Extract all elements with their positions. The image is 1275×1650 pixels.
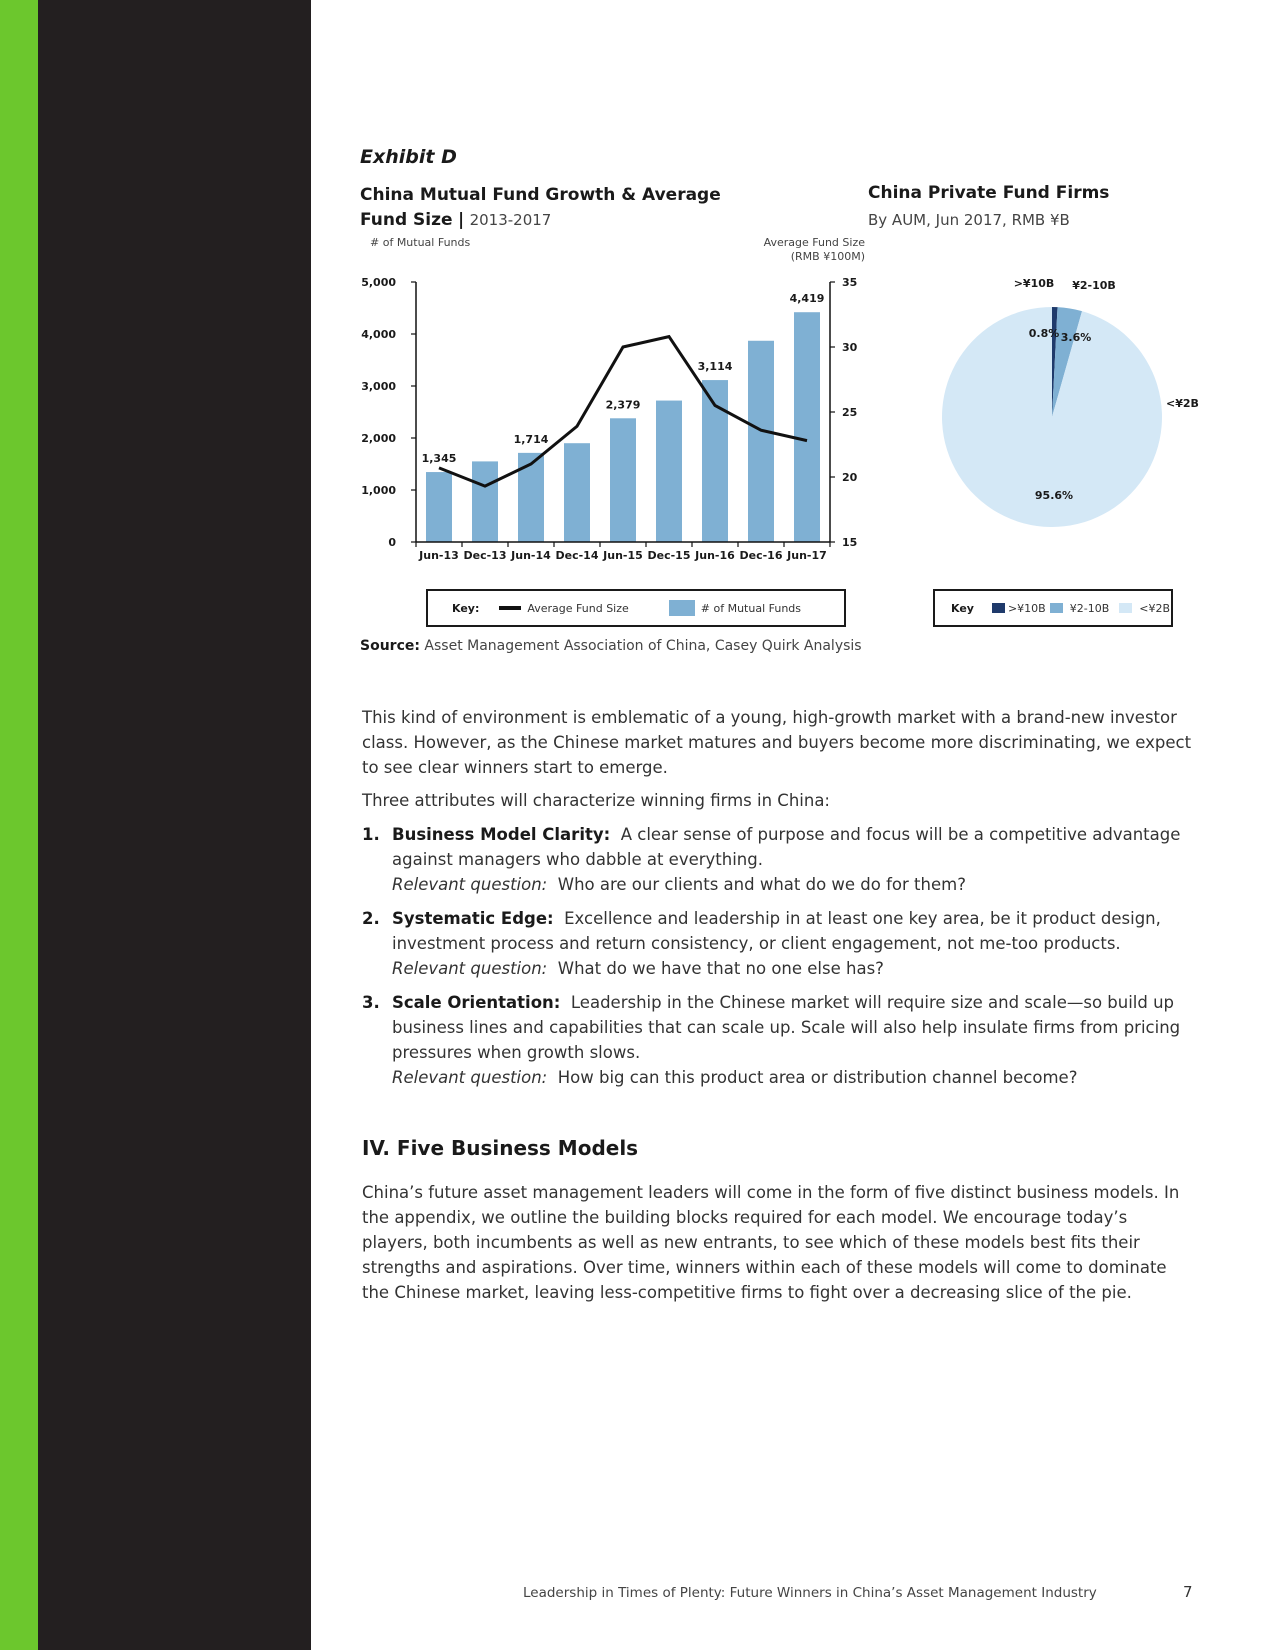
pie-category-label: >¥10B (1013, 277, 1055, 290)
bar-jun-17 (794, 312, 820, 542)
pie-category-label: ¥2-10B (1072, 279, 1116, 292)
private-fund-pie-chart (930, 277, 1200, 545)
list-item-text: A clear sense of purpose and focus will be a competitive advantage against managers who dabble at everything. (392, 825, 1181, 869)
mf-title-text: China Mutual Fund Growth & Average Fund Size (360, 185, 721, 230)
exhibit-label: Exhibit D (360, 146, 457, 168)
left-tick-label: 4,000 (361, 328, 396, 341)
list-item-label: Scale Orientation: (392, 993, 561, 1012)
page-number: 7 (1183, 1583, 1193, 1601)
pf-swatch-mid (1050, 603, 1063, 613)
mutual-fund-combo-chart (360, 230, 870, 570)
list-item-text: Excellence and leadership in at least one key area, be it product design, investment process and return consistency, or client engagement, not me-too products. (392, 909, 1161, 953)
relevant-question-label: Relevant question: (392, 959, 548, 978)
bar-dec-15 (656, 401, 682, 542)
bar-swatch (669, 600, 695, 616)
x-tick-label: Jun-17 (787, 549, 827, 562)
pf-swatch-small (1119, 603, 1132, 613)
key-bar-label: # of Mutual Funds (700, 601, 802, 615)
x-tick-label: Dec-16 (739, 549, 783, 562)
list-item (362, 990, 1192, 1090)
section-heading: IV. Five Business Models (362, 1136, 639, 1160)
bar-dec-14 (564, 443, 590, 542)
pf-key-small: <¥2B (1139, 601, 1171, 615)
mutual-fund-chart-title (360, 183, 760, 233)
bar-jun-15 (610, 418, 636, 542)
left-tick-label: 3,000 (361, 380, 396, 393)
relevant-question-text: What do we have that no one else has? (557, 959, 884, 978)
pie-category-label: <¥2B (1166, 397, 1199, 410)
list-number: 3. (362, 993, 380, 1012)
right-tick-label: 15 (842, 536, 858, 549)
source-line (360, 638, 862, 654)
mutual-fund-chart-key (426, 589, 846, 627)
green-side-stripe (0, 0, 38, 1650)
bar-jun-13 (426, 472, 452, 542)
pf-key-mid: ¥2-10B (1069, 601, 1110, 615)
left-tick-label: 2,000 (361, 432, 396, 445)
relevant-question-label: Relevant question: (392, 1068, 548, 1087)
pie-value-label: 0.8% (1028, 327, 1060, 340)
line-swatch (499, 606, 521, 610)
pie-value-label: 95.6% (1034, 489, 1074, 502)
bar-data-label: 1,714 (513, 432, 549, 446)
pf-swatch-large (992, 603, 1005, 613)
x-tick-label: Jun-13 (419, 549, 459, 562)
list-item-label: Systematic Edge: (392, 909, 554, 928)
pie-value-label: 3.6% (1060, 331, 1092, 344)
left-tick-label: 5,000 (361, 276, 396, 289)
list-item (362, 822, 1192, 897)
footer-title: Leadership in Times of Plenty: Future Winners in China’s Asset Management Industry (523, 1585, 1097, 1601)
x-tick-label: Dec-14 (555, 549, 599, 562)
left-tick-label: 0 (388, 536, 396, 549)
relevant-question-text: Who are our clients and what do we do for them? (557, 875, 966, 894)
list-number: 2. (362, 909, 380, 928)
relevant-question-label: Relevant question: (392, 875, 548, 894)
source-text: Asset Management Association of China, Casey Quirk Analysis (424, 638, 862, 654)
right-tick-label: 35 (842, 276, 858, 289)
bar-dec-13 (472, 461, 498, 542)
right-axis-label-line2: (RMB ¥100M) (790, 250, 865, 263)
bar-dec-16 (748, 341, 774, 542)
bar-data-label: 3,114 (697, 360, 733, 374)
private-fund-chart-subtitle: By AUM, Jun 2017, RMB ¥B (868, 211, 1070, 229)
list-item-text: Leadership in the Chinese market will require size and scale—so build up business lines and capabilities that can scale up. Scale will also help insulate firms from pricing pressures when growth slows. (392, 993, 1181, 1062)
right-axis-label-line1: Average Fund Size (763, 236, 865, 249)
bar-data-label: 2,379 (605, 398, 641, 412)
right-tick-label: 20 (842, 471, 858, 484)
paragraph-intro: This kind of environment is emblematic of a young, high-growth market with a brand-new investor class. However, as the Chinese market matures and buyers become more discriminating, we expect to see clear winners start to emerge. (362, 708, 1192, 777)
list-item-label: Business Model Clarity: (392, 825, 611, 844)
x-tick-label: Jun-15 (603, 549, 643, 562)
bar-data-label: 4,419 (789, 292, 825, 306)
mf-title-separator: | (457, 210, 465, 230)
private-fund-chart-key (933, 589, 1173, 627)
relevant-question-text: How big can this product area or distribution channel become? (557, 1068, 1078, 1087)
bar-data-label: 1,345 (421, 452, 457, 466)
private-fund-chart-title: China Private Fund Firms (868, 183, 1110, 203)
pf-key-label: Key (951, 601, 974, 615)
source-label: Source: (360, 638, 420, 654)
x-tick-label: Dec-15 (647, 549, 691, 562)
pf-key-large: >¥10B (1007, 601, 1046, 615)
left-tick-label: 1,000 (361, 484, 396, 497)
right-tick-label: 30 (842, 341, 858, 354)
bar-jun-14 (518, 453, 544, 542)
right-tick-label: 25 (842, 406, 858, 419)
paragraph-attributes-lead: Three attributes will characterize winning firms in China: (362, 791, 830, 810)
x-tick-label: Jun-16 (695, 549, 735, 562)
key-line-label: Average Fund Size (527, 601, 629, 615)
paragraph-business-models: China’s future asset management leaders will come in the form of five distinct business models. In the appendix, we outline the building blocks required for each model. We encourage today’s players, both incumbents as well as new entrants, to see which of these models best fits their strengths and aspirations. Over time, winners within each of these models will come to dominate the Chinese market, leaving less-competitive firms to fight over a decreasing slice of the pie. (362, 1183, 1180, 1302)
left-axis-label: # of Mutual Funds (370, 236, 471, 249)
list-item (362, 906, 1192, 981)
mf-title-years: 2013-2017 (469, 211, 552, 229)
key-label: Key: (452, 601, 480, 615)
dark-side-panel (38, 0, 311, 1650)
x-tick-label: Jun-14 (511, 549, 551, 562)
list-number: 1. (362, 825, 380, 844)
x-tick-label: Dec-13 (463, 549, 507, 562)
